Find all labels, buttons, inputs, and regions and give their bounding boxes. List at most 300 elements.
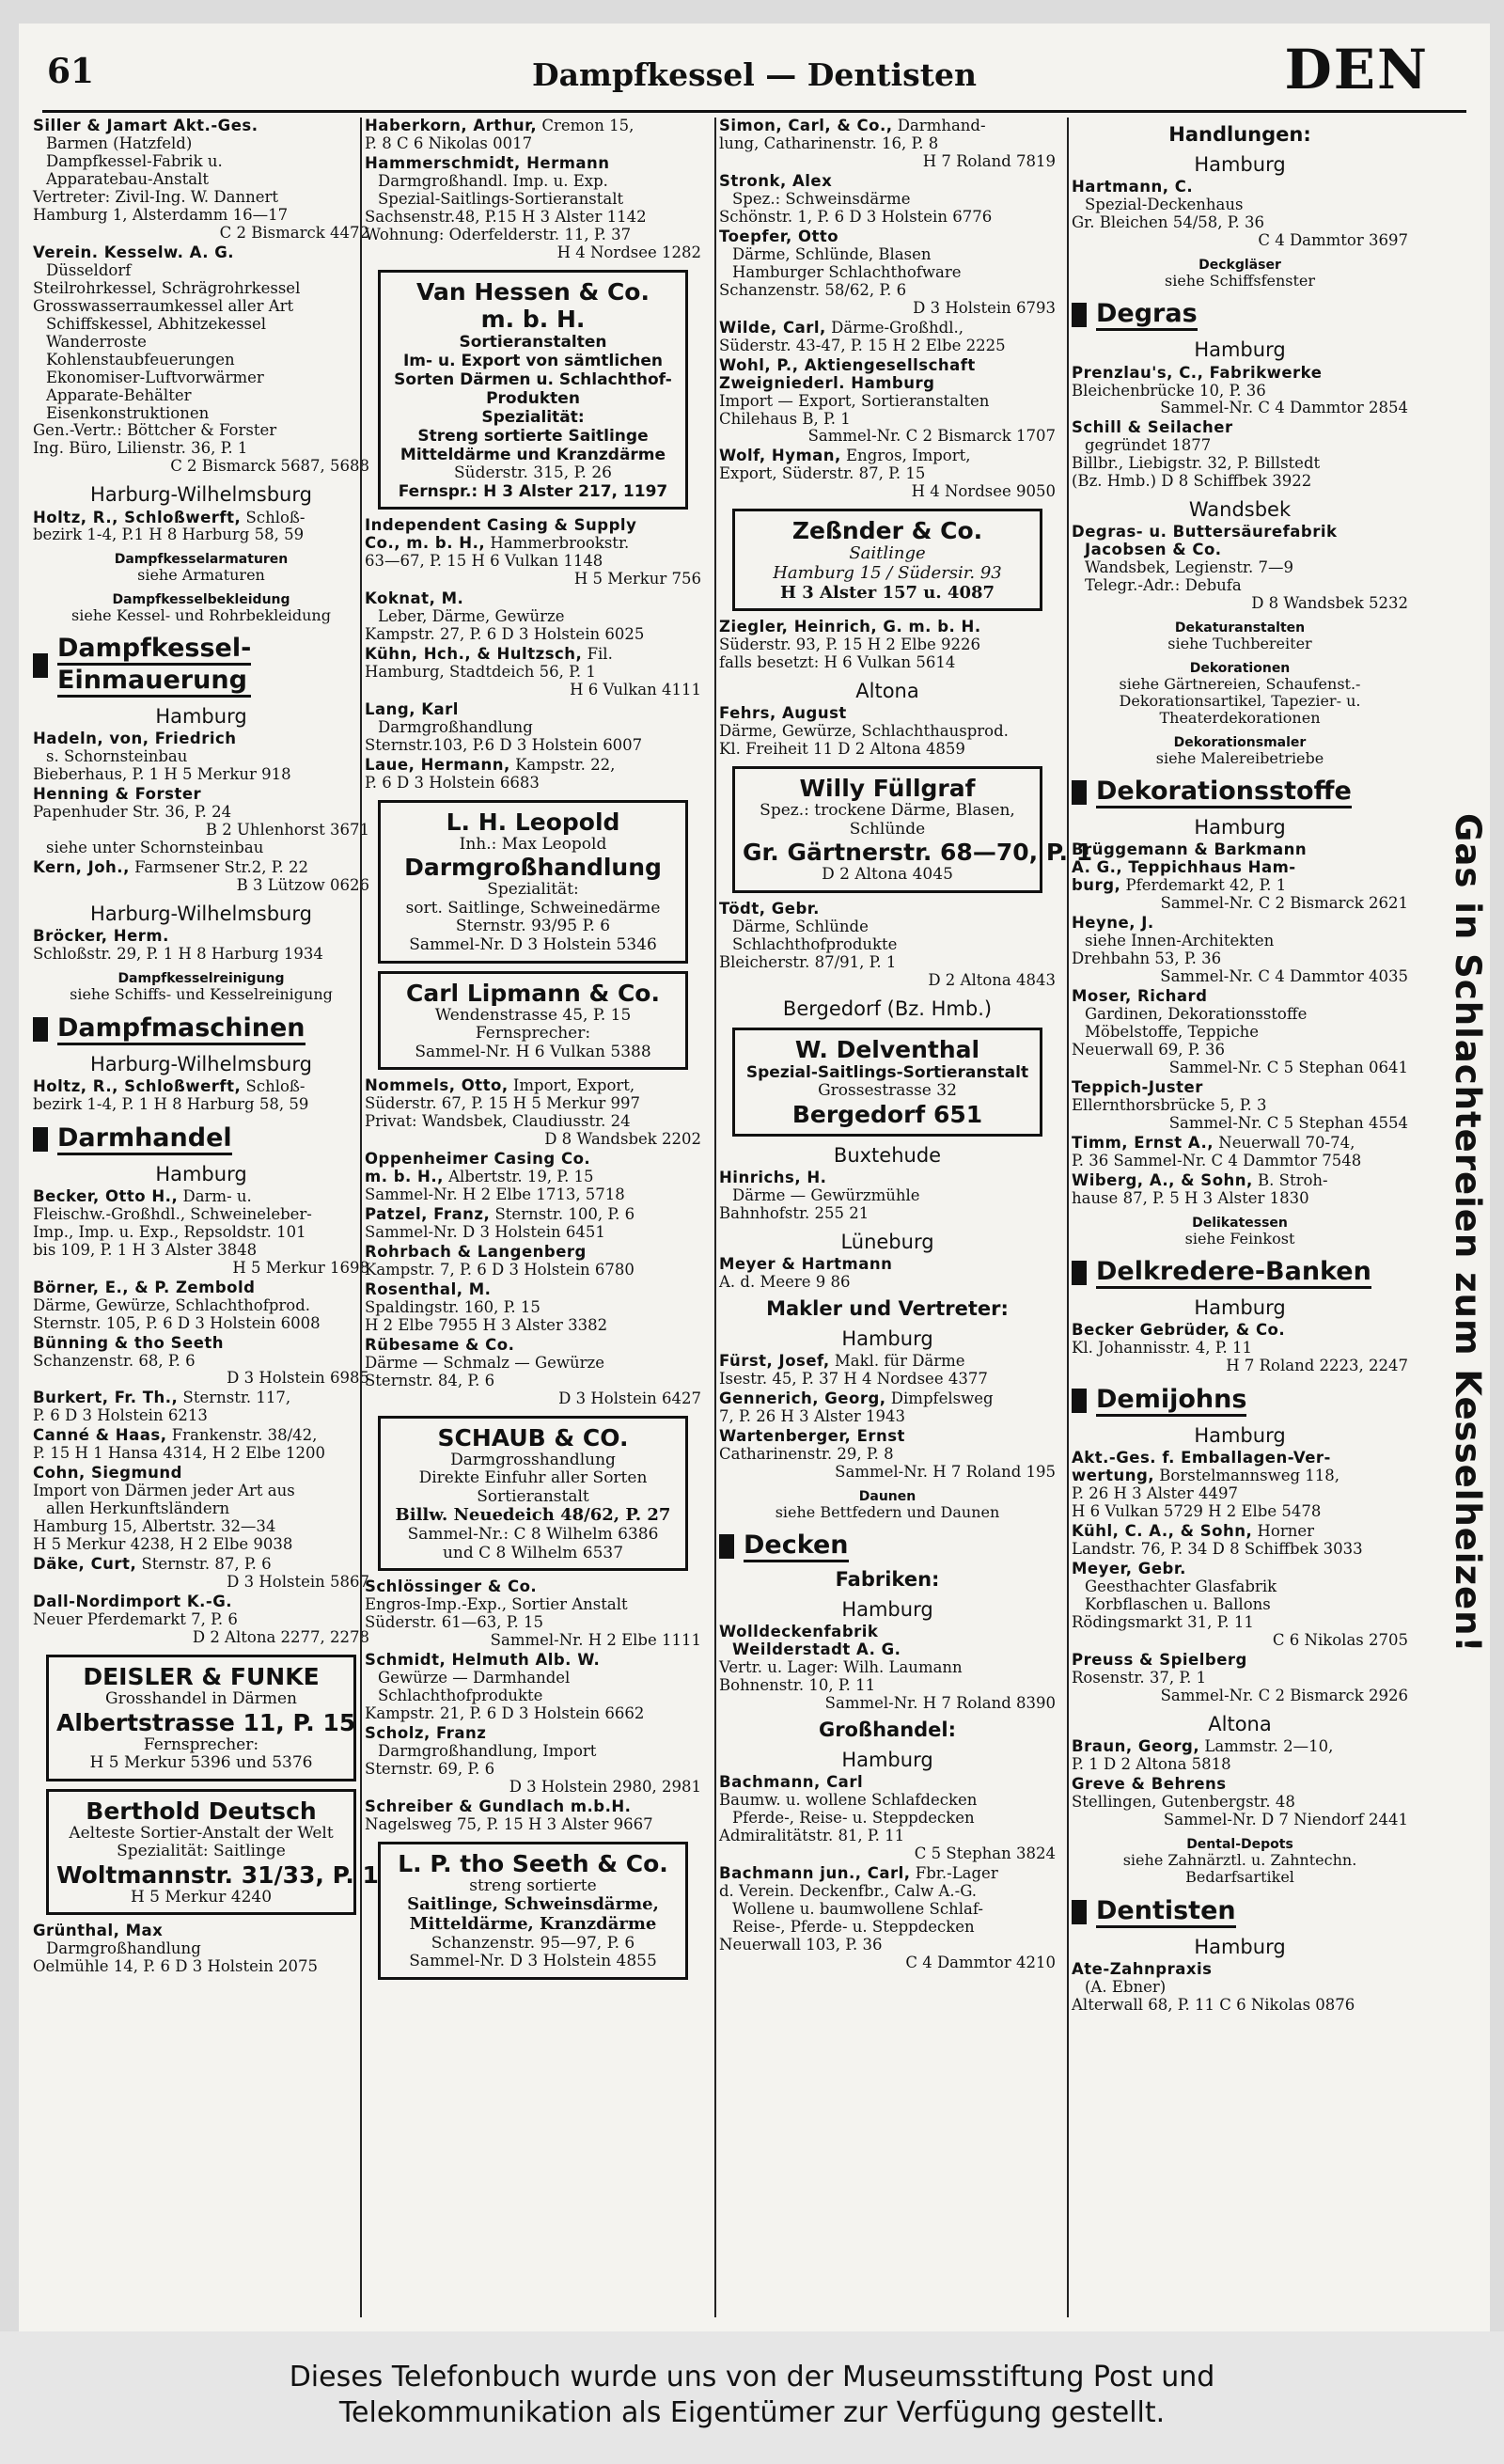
entry-line: Steilrohrkessel, Schrägrohrkessel [33, 278, 301, 297]
entry-line: Gardinen, Dekorationsstoffe [1085, 1005, 1308, 1024]
entry-line: B 2 Uhlenhorst 3671 [205, 821, 369, 840]
entry-line [365, 590, 701, 608]
entry-line: Patzel, Franz, Sternstr. 100, P. 6 [365, 1204, 635, 1223]
entry-line [365, 701, 701, 719]
listing-entry [33, 1556, 369, 1592]
entry-name: Becker, Otto H., [33, 1186, 179, 1205]
entry-line: H 4 Nordsee 1282 [556, 243, 701, 261]
entry-line: Bleichenbrücke 10, P. 36 [1072, 381, 1266, 400]
entry-name: Kühn, Hch., & Hultzsch, [365, 645, 583, 664]
cross-reference [1072, 620, 1408, 652]
listing-entry [719, 1624, 1056, 1713]
advert-line: H 5 Merkur 5396 und 5376 [89, 1753, 313, 1773]
entry-line: s. Schornsteinbau [46, 747, 188, 766]
entry-line: Alterwall 68, P. 11 C 6 Nikolas 0876 [1072, 1995, 1355, 2014]
location-heading: Harburg-Wilhelmsburg [90, 483, 312, 507]
entry-line: wertung, Borstelmannsweg 118, [1072, 1467, 1340, 1485]
entry-line: falls besetzt: H 6 Vulkan 5614 [719, 653, 956, 672]
advert-line: Süderstr. 315, P. 26 [454, 463, 612, 482]
cross-reference-target: siehe Malereibetriebe [1155, 748, 1324, 767]
entry-line: Apparate-Behälter [46, 385, 192, 404]
advert-line: H 5 Merkur 4240 [130, 1887, 273, 1907]
section-title: Demijohns [1096, 1385, 1246, 1417]
listing-entry [365, 1725, 701, 1797]
entry-line [365, 1337, 701, 1355]
cross-reference-term: Dental-Depots [1186, 1836, 1293, 1852]
entry-line: D 2 Altona 4843 [928, 970, 1056, 989]
entry-line: A. d. Meere 9 86 [719, 1272, 851, 1291]
entry-name: Degras- u. Buttersäurefabrik [1072, 523, 1338, 541]
entry-line: P. 1 D 2 Altona 5818 [1072, 1755, 1231, 1774]
entry-line: Darmgroßhandlung [46, 1939, 201, 1958]
listing-entry [719, 1353, 1056, 1389]
location-heading: Harburg-Wilhelmsburg [90, 902, 312, 926]
cross-reference-target: siehe Schiffsfenster [1164, 272, 1316, 290]
entry-line: Neuerwall 103, P. 36 [719, 1935, 883, 1954]
section-title-wrap [1096, 1896, 1236, 1928]
entry-line [719, 705, 1056, 723]
entry-line: H 2 Elbe 7955 H 3 Alster 3382 [365, 1315, 608, 1334]
entry-line: Darmgroßhandlung [378, 717, 533, 736]
entry-name: Kühl, C. A., & Sohn, [1072, 1522, 1253, 1541]
advert-line: Saitlinge [849, 543, 926, 564]
entry-line: Leber, Därme, Gewürze [378, 607, 565, 626]
entry-name: Canné & Haas, [33, 1426, 167, 1445]
entry-line [365, 517, 701, 535]
entry-line [719, 1256, 1056, 1274]
cross-reference [1072, 1216, 1408, 1248]
page-key: DEN [1284, 38, 1429, 102]
location-heading: Lüneburg [840, 1230, 934, 1253]
entry-line: B 3 Lützow 0626 [236, 876, 369, 895]
entry-line: Eisenkonstruktionen [46, 403, 210, 422]
entry-line: Sammel-Nr. D 7 Niendorf 2441 [1163, 1810, 1408, 1828]
listing-entry [365, 1337, 701, 1408]
entry-line: Sammel-Nr. C 4 Dammtor 2854 [1160, 399, 1408, 417]
entry-line: C 4 Dammtor 4210 [905, 1953, 1056, 1971]
entry-line: Rosenstr. 37, P. 1 [1072, 1668, 1207, 1687]
entry-line: Timm, Ernst A., Neuerwall 70-74, [1072, 1133, 1355, 1152]
advert-line: Mitteldärme und Kranzdärme [400, 445, 666, 464]
entry-line: Hamburger Schlachthofware [732, 262, 962, 281]
entry-name: Hammerschmidt, Hermann [365, 153, 610, 172]
entry-line: Korbflaschen u. Ballons [1085, 1595, 1271, 1614]
listing-entry [365, 118, 701, 153]
entry-line: Fleischw.-Großhdl., Schweineleber- [33, 1204, 312, 1223]
entry-name: Kern, Joh., [33, 858, 130, 877]
entry-line: Landstr. 76, P. 34 D 8 Schiffbek 3033 [1072, 1540, 1363, 1559]
cross-reference-target: siehe Feinkost [1184, 1229, 1295, 1248]
entry-name: m. b. H., [365, 1168, 444, 1186]
entry-name: wertung, [1072, 1467, 1155, 1485]
section-marker-icon [1072, 303, 1087, 327]
listing-entry [1072, 841, 1408, 913]
listing-entry [1072, 1561, 1408, 1650]
advert-box [378, 1416, 688, 1571]
cross-reference-term: Dampfkesselbekleidung [112, 591, 290, 607]
listing-entry [365, 1798, 701, 1834]
entry-name: Nommels, Otto, [365, 1076, 509, 1095]
entry-line: H 7 Roland 7819 [922, 151, 1056, 170]
advert-line: Sortieranstalten [459, 332, 607, 352]
entry-line: (A. Ebner) [1085, 1977, 1167, 1996]
location-heading: Hamburg [1194, 338, 1286, 362]
entry-line [33, 730, 369, 748]
entry-line [1072, 1450, 1408, 1467]
entry-line: Spezial-Saitlings-Sortieranstalt [378, 189, 624, 208]
entry-line: Schanzenstr. 68, P. 6 [33, 1351, 196, 1370]
entry-name: Schreiber & Gundlach m.b.H. [365, 1797, 632, 1815]
entry-line: Becker, Otto H., Darm- u. [33, 1186, 252, 1205]
entry-name: Wolf, Hyman, [719, 447, 841, 465]
entry-name: Weilderstadt A. G. [732, 1640, 901, 1659]
entry-line: Bleicherstr. 87/91, P. 1 [719, 952, 897, 971]
listing-entry [719, 357, 1056, 447]
entry-line: H 5 Merkur 1698 [232, 1258, 369, 1277]
listing-entry [1072, 1079, 1408, 1133]
entry-line: Kl. Johannisstr. 4, P. 11 [1072, 1339, 1252, 1358]
entry-line: D 8 Wandsbek 5232 [1251, 594, 1408, 613]
entry-line: Fürst, Josef, Makl. für Därme [719, 1351, 965, 1370]
advert-line: Van Hessen & Co. [416, 277, 650, 306]
column-4 [1072, 118, 1408, 2322]
cross-reference-target: siehe Kessel- und Rohrbekleidung [71, 605, 331, 624]
listing-entry [1072, 524, 1408, 613]
entry-name: Gennerich, Georg, [719, 1389, 886, 1407]
entry-line [365, 1578, 701, 1596]
entry-line [1072, 1776, 1408, 1794]
advert-line: streng sortierte [469, 1875, 597, 1895]
entry-line: Sammel-Nr. C 5 Stephan 0641 [1168, 1059, 1408, 1077]
entry-name: Fürst, Josef, [719, 1351, 830, 1370]
entry-line: Privat: Wandsbek, Claudiusstr. 24 [365, 1112, 631, 1131]
entry-line [33, 928, 369, 946]
entry-line: C 6 Nikolas 2705 [1272, 1631, 1408, 1650]
section-title-line-2: Einmauerung [57, 666, 251, 698]
entry-name: Hartmann, C. [1072, 178, 1194, 196]
listing-entry [365, 1077, 701, 1149]
entry-name: Jacobsen & Co. [1085, 541, 1222, 559]
entry-line: 63—67, P. 15 H 6 Vulkan 1148 [365, 552, 603, 571]
listing-entry [1072, 179, 1408, 250]
entry-line: Admiralitätstr. 81, P. 11 [719, 1827, 905, 1844]
entry-line: Stellingen, Gutenbergstr. 48 [1072, 1792, 1295, 1811]
entry-line: Sternstr. 69, P. 6 [365, 1759, 495, 1778]
entry-line: Drehbahn 53, P. 36 [1072, 950, 1222, 968]
advert-box [732, 509, 1042, 611]
entry-line [1072, 841, 1408, 859]
listing-entry [365, 1244, 701, 1279]
location-heading: Hamburg [841, 1597, 933, 1621]
listing-entry [1072, 1450, 1408, 1521]
entry-line [33, 1335, 369, 1353]
entry-name: A. G., Teppichhaus Ham- [1072, 858, 1296, 877]
entry-line: siehe Innen-Architekten [1085, 932, 1275, 950]
entry-line: Gewürze — Darmhandel [378, 1668, 571, 1687]
entry-line [719, 228, 1056, 246]
listing-entry [1072, 1135, 1408, 1170]
entry-line: C 2 Bismarck 5687, 5688 [170, 457, 369, 476]
footer-line-1: Dieses Telefonbuch wurde uns von der Museumsstiftung Post und [289, 2361, 1215, 2393]
listing-entry [33, 928, 369, 964]
entry-line: Sammel-Nr. C 2 Bismarck 1707 [807, 427, 1056, 446]
listing-entry [33, 1389, 369, 1425]
advert-line: Woltmannstr. 31/33, P. 1 [56, 1860, 379, 1889]
entry-line: Spaldingstr. 160, P. 15 [365, 1297, 540, 1316]
advert-line: Sortieranstalt [477, 1486, 589, 1506]
listing-entry [33, 730, 369, 784]
entry-name: Wiberg, A., & Sohn, [1072, 1170, 1253, 1189]
section-title: Dampfkessel- [57, 634, 251, 666]
section-title: Darmhandel [57, 1123, 232, 1155]
entry-line [365, 1725, 701, 1743]
listing-entry [719, 173, 1056, 227]
listing-entry [33, 1078, 369, 1114]
entry-name: Patzel, Franz, [365, 1204, 491, 1223]
listing-entry [719, 1390, 1056, 1426]
advert-line: sort. Saitlinge, Schweinedärme [405, 898, 661, 918]
entry-line [719, 1428, 1056, 1446]
cross-reference-target: siehe Bettfedern und Daunen [775, 1502, 1000, 1521]
cross-reference-term: Deckgläser [1198, 258, 1281, 274]
entry-name: Wartenberger, Ernst [719, 1426, 905, 1445]
entry-line: P. 26 H 3 Alster 4497 [1072, 1484, 1239, 1503]
entry-line: Schloßstr. 29, P. 1 H 8 Harburg 1934 [33, 945, 323, 964]
listing-entry [365, 757, 701, 793]
entry-line [365, 1798, 701, 1816]
entry-line: d. Verein. Deckenfbr., Calw A.-G. [719, 1881, 978, 1900]
entry-line: Wolf, Hyman, Engros, Import, [719, 447, 971, 465]
advert-line: und C 8 Wilhelm 6537 [442, 1543, 624, 1562]
cross-reference-term: Dampfkesselreinigung [118, 971, 285, 987]
entry-name: Cohn, Siegmund [33, 1464, 182, 1483]
entry-name: Wilde, Carl, [719, 318, 826, 337]
entry-line: Gr. Bleichen 54/58, P. 36 [1072, 213, 1264, 232]
entry-name: Moser, Richard [1072, 987, 1208, 1006]
listing-entry [719, 1428, 1056, 1482]
listing-entry [365, 1151, 701, 1204]
entry-line [33, 786, 369, 804]
entry-line [365, 1151, 701, 1169]
cross-reference-term: Dekorationen [1189, 660, 1291, 676]
entry-name: Siller & Jamart Akt.-Ges. [33, 117, 258, 134]
advert-line: Hamburg 15 / Südersir. 93 [773, 563, 1002, 584]
location-heading: Altona [855, 680, 919, 703]
location-heading: Hamburg [841, 1326, 933, 1350]
entry-line [1072, 1322, 1408, 1340]
subsection-heading: Fabriken: [835, 1567, 940, 1591]
entry-line [719, 619, 1056, 636]
entry-line [1072, 541, 1408, 559]
listing-entry [1072, 1738, 1408, 1774]
entry-name: Schmidt, Helmuth Alb. W. [365, 1650, 601, 1669]
entry-name: Ziegler, Heinrich, G. m. b. H. [719, 618, 981, 636]
advert-line: Sorten Därmen u. Schlachthof- [394, 369, 672, 389]
entry-line: Billbr., Liebigstr. 32, P. Billstedt [1072, 454, 1321, 473]
advert-line: Gr. Gärtnerstr. 68—70, P. 1 [743, 839, 1093, 867]
subsection-heading: Makler und Vertreter: [766, 1296, 1009, 1320]
entry-line: Import von Därmen jeder Art aus [33, 1482, 295, 1500]
advert-box [378, 270, 688, 510]
advert-line: Grossestrasse 32 [818, 1080, 957, 1100]
entry-line: Sammel-Nr. C 5 Stephan 4554 [1168, 1113, 1408, 1132]
cross-reference-term: Dampfkesselarmaturen [114, 552, 289, 568]
entry-line: Sternstr. 84, P. 6 [365, 1371, 495, 1389]
entry-name: Dall-Nordimport K.-G. [33, 1593, 233, 1611]
entry-line [1072, 988, 1408, 1006]
advert-line: Schanzenstr. 95—97, P. 6 [431, 1933, 635, 1953]
entry-line: H 6 Vulkan 4111 [570, 681, 701, 699]
entry-line [33, 118, 369, 135]
advert-line: Direkte Einfuhr aller Sorten [418, 1468, 648, 1488]
section-marker-icon [719, 1534, 734, 1559]
entry-line: Simon, Carl, & Co., Darmhand- [719, 117, 986, 134]
listing-entry [719, 1169, 1056, 1223]
entry-line: Bachmann jun., Carl, Fbr.-Lager [719, 1863, 998, 1882]
entry-line: Darmgroßhandl. Imp. u. Exp. [378, 171, 608, 190]
section-title: Dentisten [1096, 1896, 1236, 1928]
advert-line: Carl Lipmann & Co. [406, 979, 660, 1007]
entry-line: Sternstr. 105, P. 6 D 3 Holstein 6008 [33, 1313, 321, 1332]
section-title-wrap [57, 1123, 232, 1155]
entry-line: Hamburg 1, Alsterdamm 16—17 [33, 205, 289, 224]
listing-entry [719, 320, 1056, 355]
listing-entry [1072, 1523, 1408, 1559]
entry-line: bezirk 1-4, P.1 H 8 Harburg 58, 59 [33, 526, 305, 544]
listing-entry [365, 1652, 701, 1723]
listing-entry [719, 447, 1056, 501]
entry-name: Däke, Curt, [33, 1555, 137, 1574]
entry-line: P. 8 C 6 Nikolas 0017 [365, 133, 533, 152]
advert-line: Grosshandel in Därmen [104, 1689, 298, 1708]
entry-line: Catharinenstr. 29, P. 8 [719, 1444, 894, 1463]
entry-line: Schönstr. 1, P. 6 D 3 Holstein 6776 [719, 207, 993, 226]
entry-name: Bröcker, Herm. [33, 927, 169, 946]
advert-line: Billw. Neuedeich 48/62, P. 27 [395, 1505, 671, 1526]
advert-line: Fernspr.: H 3 Alster 217, 1197 [398, 482, 668, 502]
section-title-wrap [57, 1013, 306, 1045]
advert-line: Spez.: trockene Därme, Blasen, [760, 801, 1015, 821]
entry-name: Brüggemann & Barkmann [1072, 840, 1308, 859]
entry-line: Möbelstoffe, Teppiche [1085, 1023, 1259, 1042]
entry-name: Stronk, Alex [719, 171, 833, 190]
cross-reference-target: siehe Gärtnereien, Schaufenst.-Dekorationsartikel, Tapezier- u. Theaterdekorationen [1119, 674, 1361, 728]
listing-entry [1072, 1961, 1408, 2015]
entry-name: Akt.-Ges. f. Emballagen-Ver- [1072, 1449, 1331, 1467]
location-heading: Hamburg [155, 705, 247, 729]
entry-line: Süderstr. 93, P. 15 H 2 Elbe 9226 [719, 636, 981, 654]
cross-reference-target: siehe Armaturen [137, 566, 265, 585]
advert-line: Bergedorf 651 [791, 1100, 983, 1128]
column-divider [1067, 118, 1069, 2317]
entry-name: Greve & Behrens [1072, 1775, 1227, 1793]
column-divider [714, 118, 716, 2317]
advert-line: Fernsprecher: [475, 1024, 591, 1044]
location-heading: Hamburg [1194, 1424, 1286, 1448]
entry-line: Gennerich, Georg, Dimpfelsweg [719, 1389, 994, 1407]
section-title-wrap [57, 634, 251, 698]
entry-line [719, 901, 1056, 918]
entry-line: Sammel-Nr. H 2 Elbe 1111 [490, 1630, 701, 1649]
entry-line: Därme — Gewürzmühle [732, 1185, 920, 1204]
advert-line: Willy Füllgraf [799, 775, 976, 803]
entry-line: Kampstr. 7, P. 6 D 3 Holstein 6780 [365, 1260, 634, 1279]
column-1 [33, 117, 379, 2322]
cross-reference-term: Daunen [858, 1488, 916, 1504]
advert-line: DEISLER & FUNKE [83, 1663, 320, 1690]
entry-line: hause 87, P. 5 H 3 Alster 1830 [1072, 1188, 1309, 1207]
paper-sheet [19, 24, 1490, 2331]
entry-line: Kühl, C. A., & Sohn, Horner [1072, 1522, 1314, 1541]
entry-line [33, 1923, 369, 1940]
entry-line: Haberkorn, Arthur, Cremon 15, [365, 117, 634, 134]
advert-box [46, 1655, 356, 1781]
entry-line: D 8 Wandsbek 2202 [544, 1130, 701, 1149]
entry-line: Papenhuder Str. 36, P. 24 [33, 803, 232, 822]
entry-line: Ing. Büro, Lilienstr. 36, P. 1 [33, 439, 248, 458]
entry-line: Sammel-Nr. D 3 Holstein 6451 [365, 1222, 605, 1241]
section-title: Delkredere-Banken [1096, 1257, 1371, 1289]
entry-line: Braun, Georg, Lammstr. 2—10, [1072, 1737, 1334, 1756]
advert-line: Im- u. Export von sämtlichen [402, 351, 664, 370]
section-heading [1072, 777, 1408, 808]
section-marker-icon [1072, 1389, 1087, 1413]
entry-line: Hamburg 15, Albertstr. 32—34 [33, 1517, 276, 1536]
entry-name: Hadeln, von, Friedrich [33, 730, 237, 748]
listing-entry [365, 1206, 701, 1242]
cross-reference-term: Delikatessen [1192, 1215, 1288, 1231]
entry-line: Telegr.-Adr.: Debufa [1085, 576, 1242, 595]
location-heading: Hamburg [1194, 153, 1286, 176]
side-advert-text: Gas in Schlachtereien zum Kesselheizen! [1448, 813, 1488, 1654]
entry-line: lung, Catharinenstr. 16, P. 8 [719, 133, 939, 152]
cross-reference [1072, 1837, 1408, 1887]
advert-line: Mitteldärme, Kranzdärme [409, 1913, 657, 1934]
location-heading: Bergedorf (Bz. Hmb.) [782, 997, 993, 1020]
listing-entry [719, 705, 1056, 759]
advert-line: D 2 Altona 4045 [822, 865, 953, 885]
entry-line [719, 375, 1056, 393]
cross-reference-term: Dekaturanstalten [1174, 620, 1306, 636]
advert-line: Darmgrosshandlung [450, 1450, 616, 1469]
advert-line: Spezialität: [481, 407, 585, 427]
entry-name: burg, [1072, 876, 1121, 895]
advert-line: Sammel-Nr.: C 8 Wilhelm 6386 [407, 1524, 659, 1544]
entry-line: Dampfkessel-Fabrik u. [46, 151, 223, 170]
advert-line: Sammel-Nr. H 6 Vulkan 5388 [415, 1042, 651, 1061]
entry-line [1072, 1079, 1408, 1097]
advert-box [46, 1789, 379, 1916]
section-heading [33, 1123, 369, 1155]
entry-name: Co., m. b. H., [365, 534, 486, 553]
entry-name: Henning & Forster [33, 785, 202, 804]
cross-reference-target: siehe Zahnärztl. u. Zahntechn. Bedarfsartikel [1122, 1850, 1357, 1887]
page-number: 61 [47, 52, 95, 91]
advert-box [378, 800, 688, 964]
entry-line: Canné & Haas, Frankenstr. 38/42, [33, 1426, 318, 1445]
entry-line: Gen.-Vertr.: Böttcher & Forster [33, 421, 277, 440]
section-marker-icon [33, 653, 48, 678]
entry-line: H 6 Vulkan 5729 H 2 Elbe 5478 [1072, 1502, 1322, 1521]
entry-line: Wohnung: Oderfelderstr. 11, P. 37 [365, 225, 632, 243]
entry-line: Därme, Schlünde, Blasen [732, 244, 932, 263]
section-title-wrap [1096, 1257, 1371, 1289]
listing-entry [33, 1188, 369, 1278]
advert-line: H 3 Alster 157 u. 4087 [779, 582, 995, 603]
location-heading: Harburg-Wilhelmsburg [90, 1052, 312, 1075]
cross-reference-target: siehe Tuchbereiter [1167, 635, 1312, 653]
advert-box [378, 971, 688, 1071]
